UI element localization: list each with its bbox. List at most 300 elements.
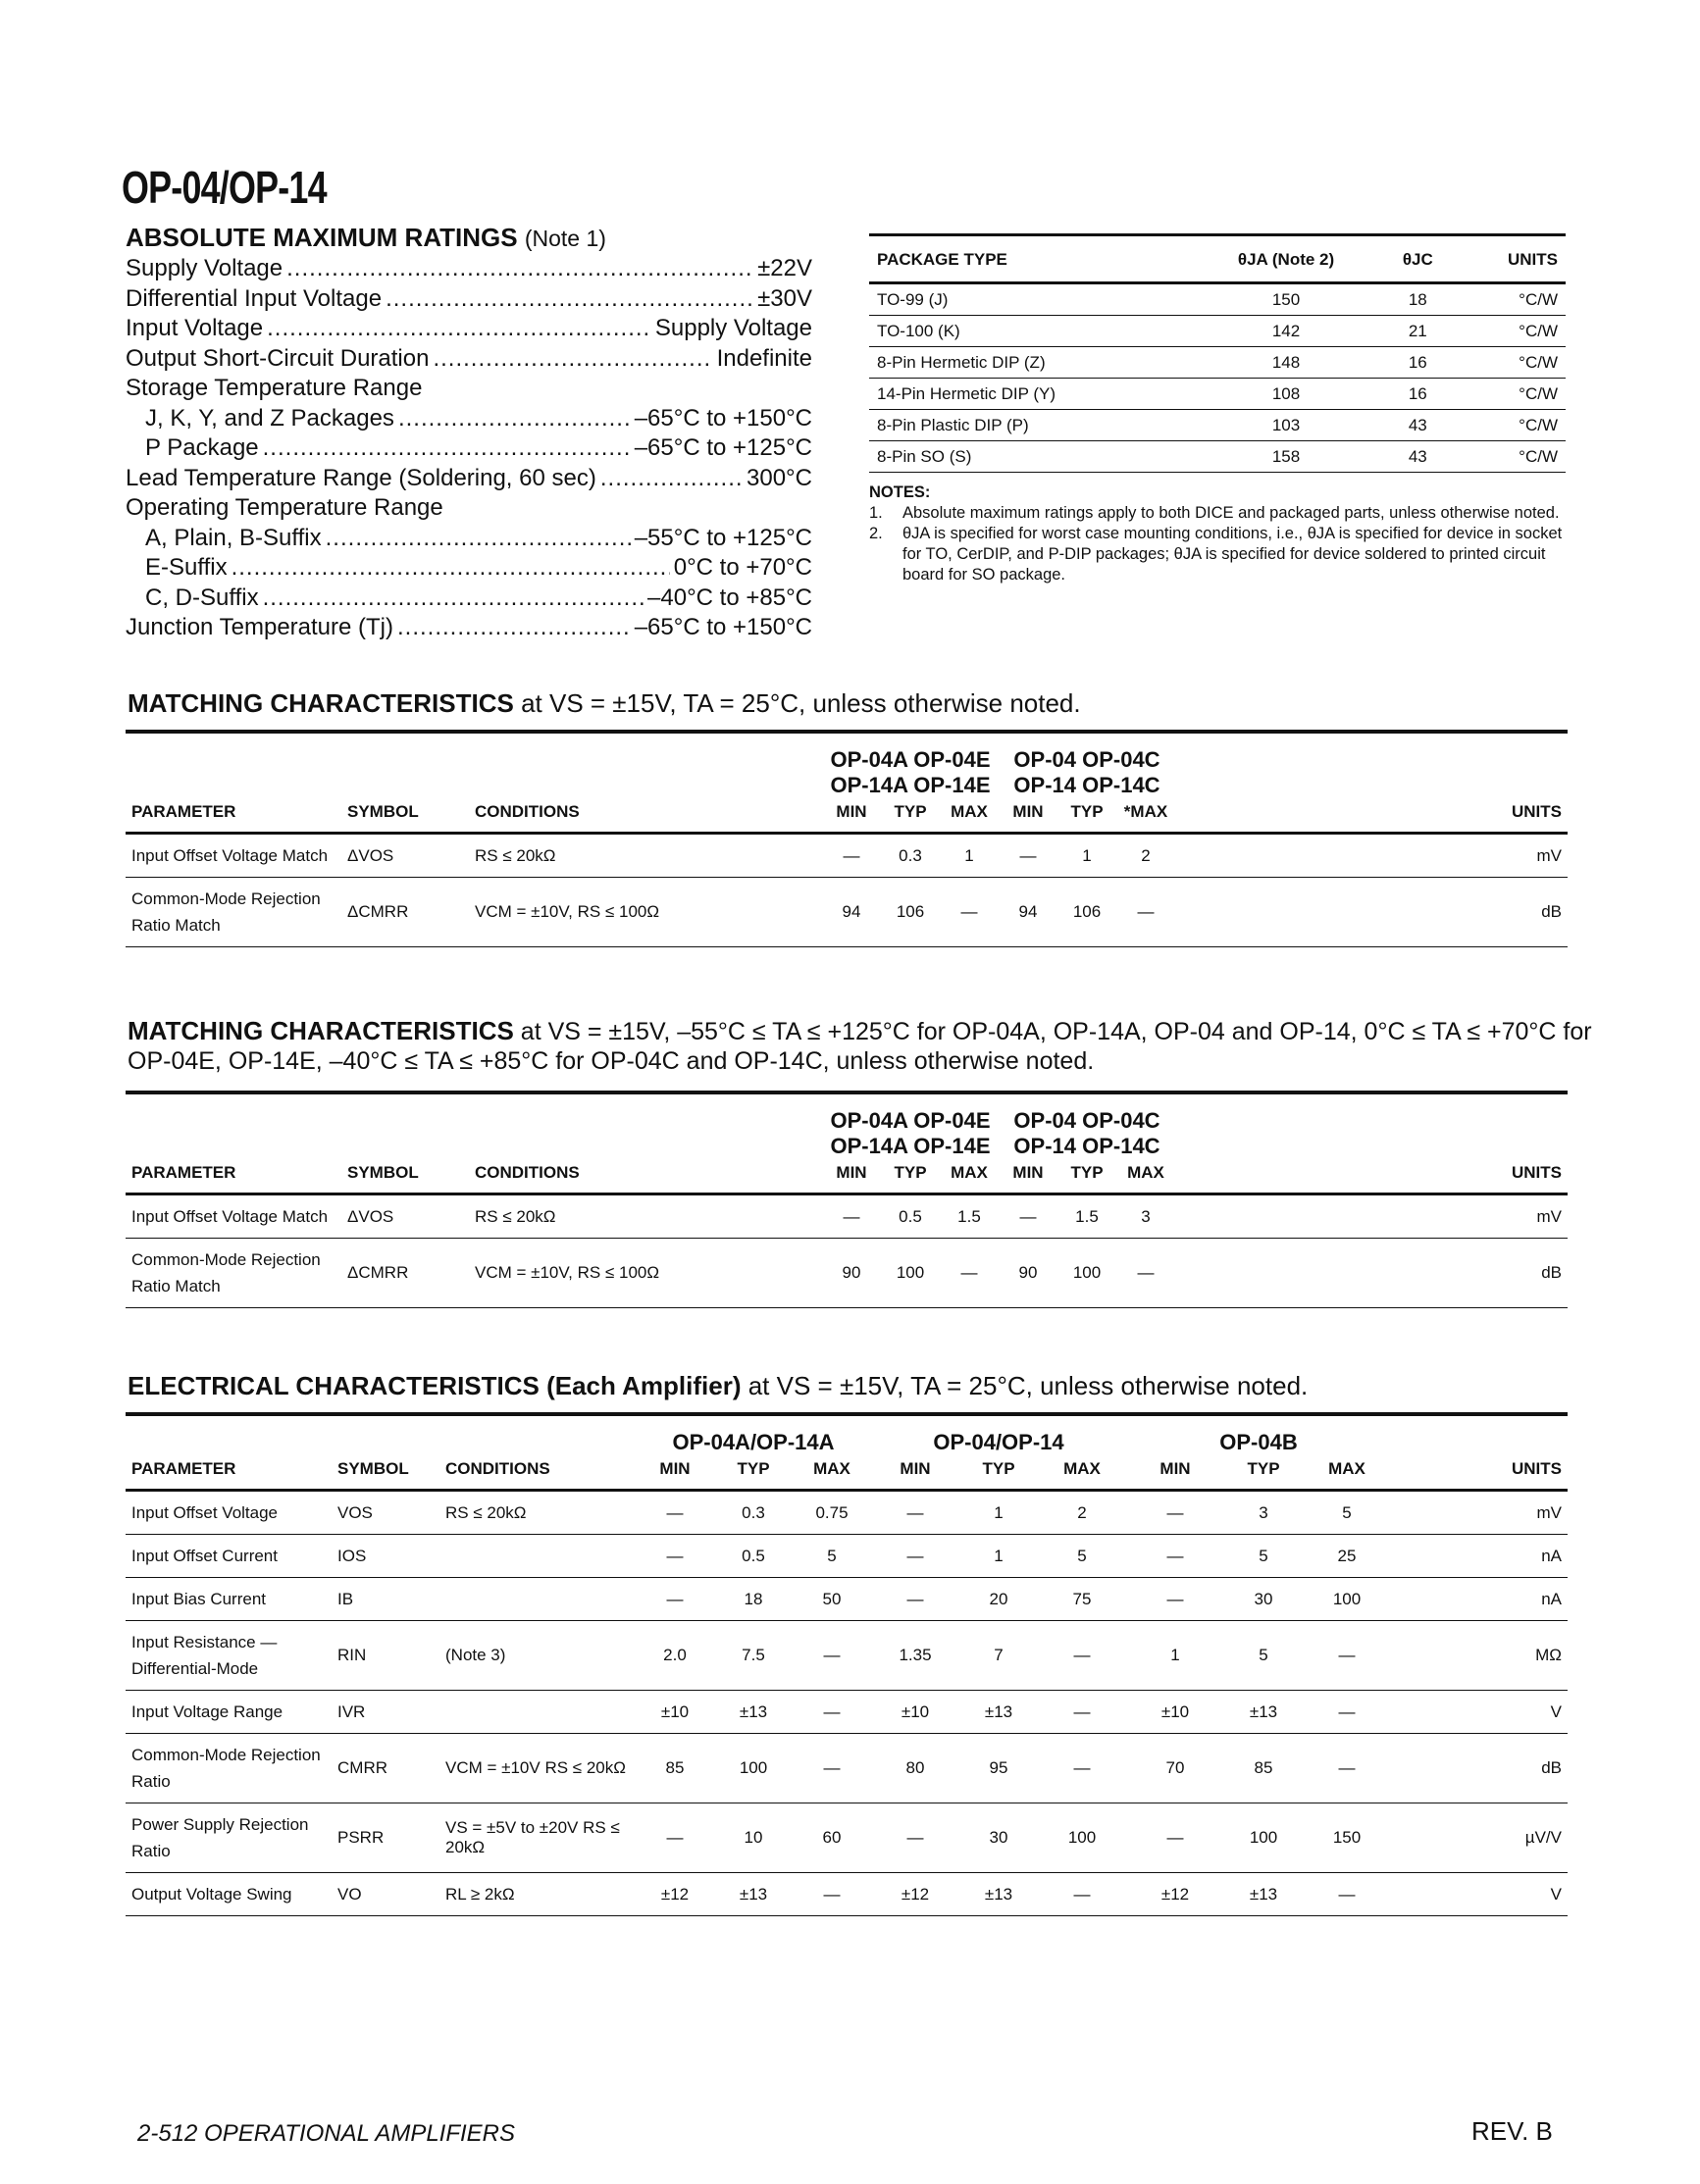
table-cell: — <box>822 1194 881 1239</box>
table-cell: ±13 <box>714 1873 793 1916</box>
amr-label: J, K, Y, and Z Packages <box>145 404 394 432</box>
amr-heading-note: (Note 1) <box>524 226 606 251</box>
table-cell: — <box>1126 1803 1224 1873</box>
amr-leader <box>397 613 631 643</box>
table-cell: 7.5 <box>714 1621 793 1691</box>
footer-page-label: 2-512 OPERATIONAL AMPLIFIERS <box>137 2120 516 2147</box>
table-cell: 2.0 <box>636 1621 714 1691</box>
amr-leader <box>263 584 644 614</box>
table-cell: 70 <box>1126 1734 1224 1803</box>
table-cell: — <box>636 1491 714 1535</box>
table-cell: IB <box>332 1578 439 1621</box>
group-header-line: OP-14A OP-14E <box>830 773 991 797</box>
table-cell: Input Offset Voltage Match <box>126 834 341 878</box>
pkg-theta-ja: 150 <box>1193 283 1379 316</box>
table-cell: 75 <box>1038 1578 1126 1621</box>
table-cell: RL ≥ 2kΩ <box>439 1873 636 1916</box>
table-cell: 30 <box>959 1803 1038 1873</box>
table-cell: 1 <box>1057 834 1116 878</box>
group-spacer <box>126 732 822 800</box>
table-cell: CMRR <box>332 1734 439 1803</box>
group-header-line: OP-04A OP-04E <box>830 747 991 772</box>
table-cell: 100 <box>714 1734 793 1803</box>
amr-label: Operating Temperature Range <box>126 494 443 521</box>
table-cell: 0.3 <box>881 834 940 878</box>
table-cell: dB <box>1391 1734 1568 1803</box>
table-cell: 1 <box>940 834 999 878</box>
amr-label: Supply Voltage <box>126 255 283 281</box>
electrical-table <box>126 1412 1568 1916</box>
pkg-units: °C/W <box>1456 441 1566 473</box>
electrical-heading <box>128 1371 1308 1401</box>
table-cell: 90 <box>822 1239 881 1308</box>
amr-row <box>126 524 812 554</box>
pkg-theta-ja: 103 <box>1193 410 1379 441</box>
table-cell <box>439 1535 636 1578</box>
table-cell: — <box>1038 1873 1126 1916</box>
table-cell: IVR <box>332 1691 439 1734</box>
table-cell: VS = ±5V to ±20V RS ≤ 20kΩ <box>439 1803 636 1873</box>
table-cell: — <box>1303 1734 1391 1803</box>
pkg-theta-ja: 148 <box>1193 347 1379 379</box>
col-header: UNITS <box>1175 800 1568 834</box>
table-cell: VO <box>332 1873 439 1916</box>
table-cell: 90 <box>999 1239 1057 1308</box>
table-cell: mV <box>1175 834 1568 878</box>
group-header-2 <box>999 732 1175 800</box>
table-cell: Common-Mode Rejection Ratio Match <box>126 878 341 947</box>
amr-leader <box>433 344 712 375</box>
amr-heading <box>126 222 812 254</box>
col-header: MAX <box>1038 1457 1126 1491</box>
pkg-theta-ja: 142 <box>1193 316 1379 347</box>
col-header: MAX <box>1303 1457 1391 1491</box>
table-cell: 1.35 <box>871 1621 959 1691</box>
table-cell: — <box>793 1621 871 1691</box>
amr-value: –55°C to +125°C <box>634 524 812 551</box>
amr-value: –40°C to +85°C <box>647 584 812 611</box>
table-cell: 3 <box>1224 1491 1303 1535</box>
table-cell: — <box>1038 1734 1126 1803</box>
col-header: PARAMETER <box>126 1161 341 1194</box>
col-header: MIN <box>822 800 881 834</box>
table-cell: — <box>793 1691 871 1734</box>
matching-2-heading-bold: MATCHING CHARACTERISTICS <box>128 1016 514 1045</box>
note-item <box>869 524 1566 585</box>
table-cell: 20 <box>959 1578 1038 1621</box>
amr-row <box>126 464 812 494</box>
table-cell: nA <box>1391 1535 1568 1578</box>
matching-1-heading-bold: MATCHING CHARACTERISTICS <box>128 688 514 718</box>
amr-row <box>126 314 812 344</box>
pkg-theta-jc: 18 <box>1379 283 1456 316</box>
table-cell: ΔVOS <box>341 1194 469 1239</box>
pkg-body <box>869 283 1566 473</box>
table-row <box>126 1194 1568 1239</box>
table-cell: 94 <box>999 878 1057 947</box>
pkg-theta-jc: 43 <box>1379 441 1456 473</box>
amr-label: P Package <box>145 434 259 461</box>
col-header: MIN <box>999 800 1057 834</box>
table-cell: Common-Mode Rejection Ratio Match <box>126 1239 341 1308</box>
group-header-line: OP-04A OP-04E <box>830 1108 991 1133</box>
table-cell: 5 <box>793 1535 871 1578</box>
table-cell: ±12 <box>871 1873 959 1916</box>
amr-leader <box>600 464 743 494</box>
pkg-row <box>869 347 1566 379</box>
table-cell: V <box>1391 1873 1568 1916</box>
table-cell: Common-Mode Rejection Ratio <box>126 1734 332 1803</box>
table-cell: — <box>636 1803 714 1873</box>
col-header: *MAX <box>1116 800 1175 834</box>
pkg-units: °C/W <box>1456 379 1566 410</box>
table-cell: ΔVOS <box>341 834 469 878</box>
matching-2-table <box>126 1091 1568 1308</box>
amr-row <box>126 374 812 404</box>
table-cell: — <box>999 1194 1057 1239</box>
amr-leader <box>326 524 631 554</box>
table-cell: 100 <box>1038 1803 1126 1873</box>
table-cell: ΔCMRR <box>341 878 469 947</box>
pkg-theta-jc: 16 <box>1379 347 1456 379</box>
table-cell: — <box>1038 1691 1126 1734</box>
amr-label: A, Plain, B-Suffix <box>145 524 322 551</box>
amr-leader <box>267 314 651 344</box>
table-cell: 50 <box>793 1578 871 1621</box>
table-cell: — <box>871 1535 959 1578</box>
table-cell: 60 <box>793 1803 871 1873</box>
group-header: OP-04A/OP-14A <box>672 1430 835 1454</box>
col-header: SYMBOL <box>341 800 469 834</box>
table-cell: 1 <box>959 1491 1038 1535</box>
col-header: SYMBOL <box>341 1161 469 1194</box>
pkg-type: 8-Pin Plastic DIP (P) <box>869 410 1193 441</box>
amr-value: 300°C <box>747 464 812 491</box>
table-cell: RS ≤ 20kΩ <box>439 1491 636 1535</box>
table-cell: 0.75 <box>793 1491 871 1535</box>
col-header: MIN <box>871 1457 959 1491</box>
col-header: TYP <box>1057 800 1116 834</box>
amr-label: Input Voltage <box>126 315 264 341</box>
table-cell: 100 <box>881 1239 940 1308</box>
pkg-col-theta-ja: θJA (Note 2) <box>1193 235 1379 283</box>
pkg-theta-jc: 43 <box>1379 410 1456 441</box>
col-header: CONDITIONS <box>439 1457 636 1491</box>
group-header-line: OP-04 OP-04C <box>1013 747 1160 772</box>
col-header: TYP <box>881 800 940 834</box>
table-cell: Input Bias Current <box>126 1578 332 1621</box>
table-cell: 5 <box>1038 1535 1126 1578</box>
table-cell: 0.5 <box>881 1194 940 1239</box>
table-cell: Input Voltage Range <box>126 1691 332 1734</box>
table-cell: ±12 <box>1126 1873 1224 1916</box>
table-cell: ±13 <box>1224 1873 1303 1916</box>
table-cell: 94 <box>822 878 881 947</box>
table-cell: 80 <box>871 1734 959 1803</box>
amr-row <box>126 344 812 375</box>
pkg-type: 14-Pin Hermetic DIP (Y) <box>869 379 1193 410</box>
col-header: MAX <box>793 1457 871 1491</box>
table-cell: IOS <box>332 1535 439 1578</box>
page-title: OP-04/OP-14 <box>122 162 327 213</box>
table-cell: (Note 3) <box>439 1621 636 1691</box>
table-cell: ±13 <box>714 1691 793 1734</box>
col-header: TYP <box>1057 1161 1116 1194</box>
amr-row <box>126 254 812 284</box>
amr-leader <box>232 553 670 584</box>
group-header-1 <box>822 1092 999 1161</box>
col-header: CONDITIONS <box>469 800 822 834</box>
pkg-units: °C/W <box>1456 347 1566 379</box>
matching-2-heading <box>128 1016 1599 1076</box>
col-header: TYP <box>881 1161 940 1194</box>
col-header: MAX <box>940 1161 999 1194</box>
table-cell: — <box>999 834 1057 878</box>
table-cell: 25 <box>1303 1535 1391 1578</box>
group-spacer <box>126 1092 822 1161</box>
amr-label: Output Short-Circuit Duration <box>126 344 430 372</box>
pkg-row <box>869 410 1566 441</box>
amr-row <box>126 553 812 584</box>
table-cell: — <box>871 1578 959 1621</box>
table-cell: 150 <box>1303 1803 1391 1873</box>
notes-list <box>869 503 1566 585</box>
table-cell: ±13 <box>1224 1691 1303 1734</box>
table-cell: — <box>636 1578 714 1621</box>
amr-row <box>126 284 812 315</box>
table-cell: — <box>1126 1535 1224 1578</box>
amr-leader <box>398 404 631 434</box>
col-header: MAX <box>940 800 999 834</box>
pkg-row <box>869 379 1566 410</box>
amr-value: Supply Voltage <box>654 315 812 341</box>
table-cell: RIN <box>332 1621 439 1691</box>
notes <box>869 483 1566 585</box>
note-item <box>869 503 1566 524</box>
amr-row <box>126 404 812 434</box>
matching-2-heading-rest: at VS = ±15V, –55°C ≤ TA ≤ +125°C for OP-04A, OP-14A, OP-04 and OP-14, 0°C ≤ TA ≤ +70°C for OP-04E, OP-14E, –40°C ≤ TA ≤ +85°C for OP-04C and OP-14C, unless otherwise noted. <box>128 1018 1592 1075</box>
col-header: MAX <box>1116 1161 1175 1194</box>
table-cell: — <box>940 1239 999 1308</box>
pkg-units: °C/W <box>1456 410 1566 441</box>
table-row <box>126 878 1568 947</box>
pkg-col-theta-jc: θJC <box>1379 235 1456 283</box>
table-row <box>126 1491 1568 1535</box>
table-cell: 1.5 <box>940 1194 999 1239</box>
col-header: PARAMETER <box>126 1457 332 1491</box>
pkg-type: TO-99 (J) <box>869 283 1193 316</box>
table-cell: — <box>1303 1691 1391 1734</box>
pkg-row <box>869 316 1566 347</box>
amr-label: Differential Input Voltage <box>126 284 383 312</box>
pkg-type: 8-Pin Hermetic DIP (Z) <box>869 347 1193 379</box>
note-number: 1. <box>869 504 883 522</box>
table-cell: dB <box>1175 878 1568 947</box>
table-cell: 106 <box>1057 878 1116 947</box>
table-cell: 95 <box>959 1734 1038 1803</box>
table-cell: 0.5 <box>714 1535 793 1578</box>
col-header: UNITS <box>1175 1161 1568 1194</box>
table-cell: 1.5 <box>1057 1194 1116 1239</box>
note-text: θJA is specified for worst case mounting conditions, i.e., θJA is specified for device in socket for TO, CerDIP, and P-DIP packages; θJA is specified for device soldered to printed circuit board for SO package. <box>902 525 1563 584</box>
table-cell: Input Offset Current <box>126 1535 332 1578</box>
table-cell: VCM = ±10V, RS ≤ 100Ω <box>469 878 822 947</box>
table-cell: Input Resistance — Differential-Mode <box>126 1621 332 1691</box>
absolute-maximum-ratings <box>126 222 812 643</box>
table-cell: — <box>793 1873 871 1916</box>
table-row <box>126 1734 1568 1803</box>
note-number: 2. <box>869 525 883 542</box>
table-cell: ±10 <box>636 1691 714 1734</box>
table-cell: ΔCMRR <box>341 1239 469 1308</box>
table-cell: 106 <box>881 878 940 947</box>
group-header: OP-04B <box>1219 1430 1298 1454</box>
table-cell: — <box>822 834 881 878</box>
table-cell: 85 <box>1224 1734 1303 1803</box>
amr-label: Junction Temperature (Tj) <box>126 614 393 640</box>
table-row <box>126 834 1568 878</box>
pkg-theta-jc: 16 <box>1379 379 1456 410</box>
table-cell: V <box>1391 1691 1568 1734</box>
table-cell: dB <box>1175 1239 1568 1308</box>
table-cell: 2 <box>1116 834 1175 878</box>
amr-label: Storage Temperature Range <box>126 375 423 401</box>
table-cell: ±13 <box>959 1691 1038 1734</box>
amr-label: E-Suffix <box>145 554 228 581</box>
amr-value: ±22V <box>757 255 812 281</box>
table-cell: 2 <box>1038 1491 1126 1535</box>
pkg-theta-ja: 158 <box>1193 441 1379 473</box>
table-cell: Input Offset Voltage <box>126 1491 332 1535</box>
footer-revision: REV. B <box>1471 2116 1553 2146</box>
table-cell: nA <box>1391 1578 1568 1621</box>
table-cell: 1 <box>959 1535 1038 1578</box>
table-row <box>126 1691 1568 1734</box>
table-cell: 100 <box>1303 1578 1391 1621</box>
amr-label: C, D-Suffix <box>145 584 259 611</box>
pkg-units: °C/W <box>1456 283 1566 316</box>
col-header: SYMBOL <box>332 1457 439 1491</box>
table-cell: ±10 <box>1126 1691 1224 1734</box>
group-spacer <box>126 1414 636 1457</box>
table-cell: RS ≤ 20kΩ <box>469 1194 822 1239</box>
pkg-col-units: UNITS <box>1456 235 1566 283</box>
col-header: PARAMETER <box>126 800 341 834</box>
group-spacer <box>1175 1092 1568 1161</box>
table-cell: — <box>871 1491 959 1535</box>
group-header-2 <box>999 1092 1175 1161</box>
table-cell <box>439 1578 636 1621</box>
table-cell: 5 <box>1224 1621 1303 1691</box>
table-cell: — <box>793 1734 871 1803</box>
col-header: MIN <box>999 1161 1057 1194</box>
amr-row <box>126 433 812 464</box>
amr-value: 0°C to +70°C <box>673 554 812 581</box>
col-header: TYP <box>1224 1457 1303 1491</box>
table-cell: mV <box>1175 1194 1568 1239</box>
table-cell: 100 <box>1224 1803 1303 1873</box>
amr-value: –65°C to +150°C <box>634 614 812 640</box>
electrical-heading-rest: at VS = ±15V, TA = 25°C, unless otherwise noted. <box>741 1371 1309 1400</box>
table-cell: 5 <box>1303 1491 1391 1535</box>
table-cell: 10 <box>714 1803 793 1873</box>
table-cell: 18 <box>714 1578 793 1621</box>
table-cell: Output Voltage Swing <box>126 1873 332 1916</box>
table-cell <box>439 1691 636 1734</box>
table-cell: VCM = ±10V, RS ≤ 100Ω <box>469 1239 822 1308</box>
table-row <box>126 1803 1568 1873</box>
table-cell: RS ≤ 20kΩ <box>469 834 822 878</box>
col-header: TYP <box>959 1457 1038 1491</box>
pkg-row <box>869 441 1566 473</box>
table-cell: ±13 <box>959 1873 1038 1916</box>
table-cell: 7 <box>959 1621 1038 1691</box>
table-cell: 3 <box>1116 1194 1175 1239</box>
col-header: TYP <box>714 1457 793 1491</box>
table-cell: 1 <box>1126 1621 1224 1691</box>
matching-1-heading <box>128 688 1081 719</box>
table-cell: — <box>1126 1491 1224 1535</box>
table-cell: MΩ <box>1391 1621 1568 1691</box>
group-spacer <box>1391 1414 1568 1457</box>
package-thermal-table <box>869 233 1566 473</box>
matching-1-heading-rest: at VS = ±15V, TA = 25°C, unless otherwise noted. <box>513 688 1081 718</box>
table-cell: 0.3 <box>714 1491 793 1535</box>
col-header: MIN <box>636 1457 714 1491</box>
table-cell: — <box>1038 1621 1126 1691</box>
table-cell: — <box>1303 1621 1391 1691</box>
amr-row <box>126 493 812 524</box>
table-cell: VOS <box>332 1491 439 1535</box>
amr-row <box>126 584 812 614</box>
group-header-line: OP-14A OP-14E <box>830 1134 991 1158</box>
col-header: UNITS <box>1391 1457 1568 1491</box>
pkg-type: TO-100 (K) <box>869 316 1193 347</box>
amr-label: Lead Temperature Range (Soldering, 60 sec) <box>126 464 596 491</box>
amr-value: ±30V <box>757 284 812 312</box>
table-cell: 5 <box>1224 1535 1303 1578</box>
table-cell: PSRR <box>332 1803 439 1873</box>
table-cell: mV <box>1391 1491 1568 1535</box>
table-cell: — <box>871 1803 959 1873</box>
table-cell: µV/V <box>1391 1803 1568 1873</box>
amr-leader <box>263 433 631 464</box>
pkg-row <box>869 283 1566 316</box>
group-spacer <box>1175 732 1568 800</box>
col-header: MIN <box>1126 1457 1224 1491</box>
notes-heading: NOTES: <box>869 483 931 501</box>
group-header: OP-04/OP-14 <box>933 1430 1064 1454</box>
pkg-col-type: PACKAGE TYPE <box>869 235 1193 283</box>
table-cell: — <box>940 878 999 947</box>
table-cell: ±12 <box>636 1873 714 1916</box>
table-cell: — <box>1126 1578 1224 1621</box>
table-row <box>126 1578 1568 1621</box>
pkg-units: °C/W <box>1456 316 1566 347</box>
table-cell: 30 <box>1224 1578 1303 1621</box>
amr-heading-text: ABSOLUTE MAXIMUM RATINGS <box>126 223 518 252</box>
table-cell: — <box>1303 1873 1391 1916</box>
group-header-line: OP-04 OP-04C <box>1013 1108 1160 1133</box>
amr-leader <box>386 284 753 315</box>
pkg-type: 8-Pin SO (S) <box>869 441 1193 473</box>
amr-row <box>126 613 812 643</box>
electrical-heading-bold: ELECTRICAL CHARACTERISTICS (Each Amplifier) <box>128 1371 742 1400</box>
matching-1-table <box>126 730 1568 947</box>
table-row <box>126 1873 1568 1916</box>
table-row <box>126 1535 1568 1578</box>
group-header-line: OP-14 OP-14C <box>1013 1134 1160 1158</box>
